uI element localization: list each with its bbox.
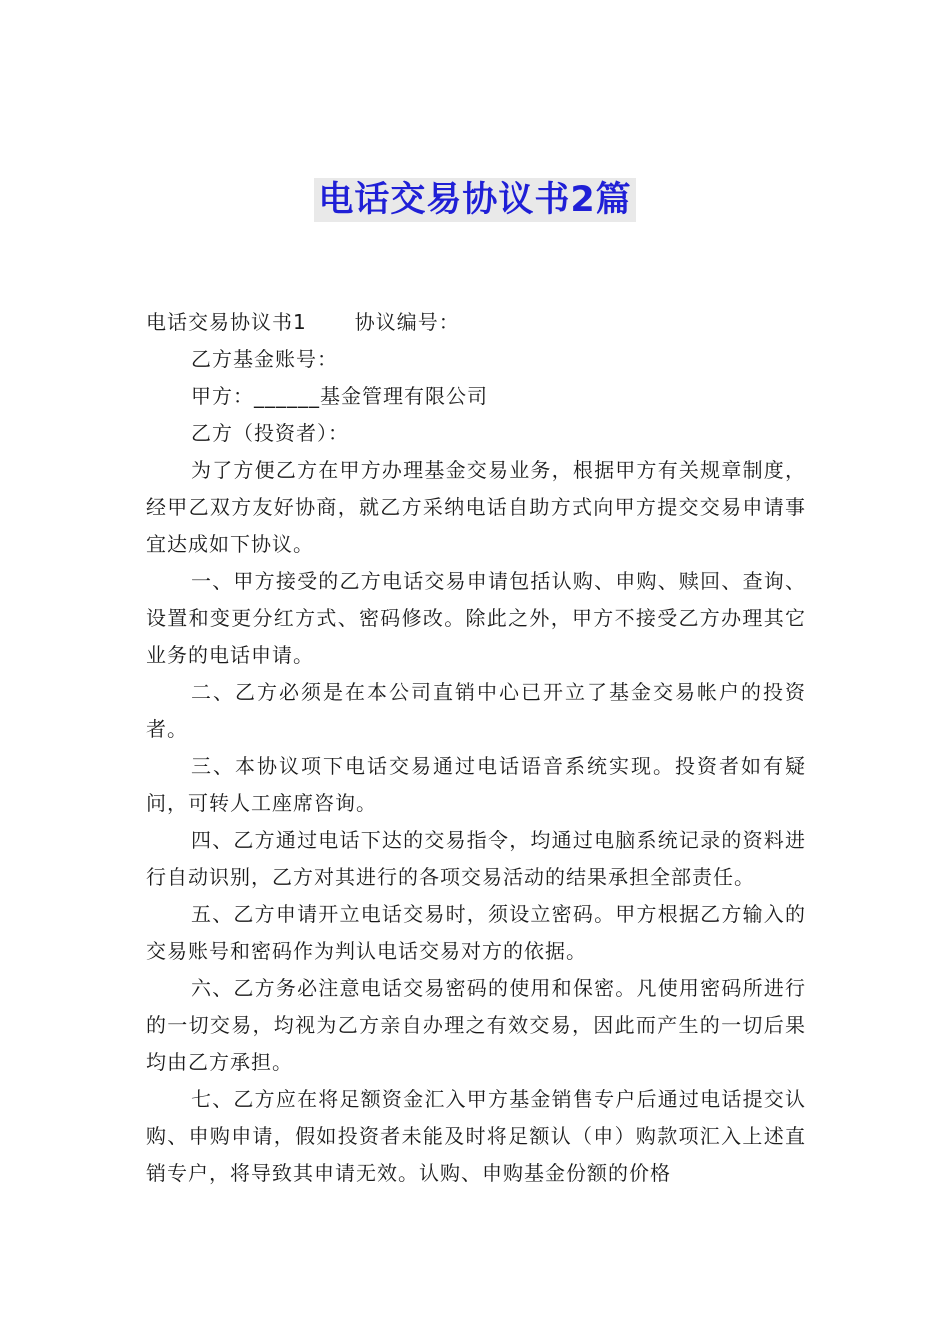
party-a-field: [146, 378, 806, 415]
paragraph-clause-5: 五、乙方申请开立电话交易时，须设立密码。甲方根据乙方输入的交易账号和密码作为判认电话交易对方的依据。: [146, 902, 806, 963]
paragraph-clause-2: 二、乙方必须是在本公司直销中心已开立了基金交易帐户的投资者。: [146, 680, 806, 741]
account-label: 乙方基金账号：: [191, 347, 338, 371]
agreement-no-label: 协议编号：: [354, 310, 460, 334]
party-a-prefix: 甲方：: [191, 384, 254, 408]
account-field: [146, 341, 806, 378]
paragraph-clause-1: 一、甲方接受的乙方电话交易申请包括认购、申购、赎回、查询、设置和变更分红方式、密码修改。除此之外，甲方不接受乙方办理其它业务的电话申请。: [146, 569, 806, 667]
title-container: [0, 178, 950, 222]
doc-name: 电话交易协议书1: [146, 310, 307, 334]
header-line: [146, 304, 806, 341]
party-b-label: 乙方（投资者）：: [191, 421, 349, 445]
paragraph-clause-6: 六、乙方务必注意电话交易密码的使用和保密。凡使用密码所进行的一切交易，均视为乙方亲自办理之有效交易，因此而产生的一切后果均由乙方承担。: [146, 976, 806, 1074]
paragraph-clause-3: 三、本协议项下电话交易通过电话语音系统实现。投资者如有疑问，可转人工座席咨询。: [146, 754, 806, 815]
party-b-field: [146, 415, 806, 452]
party-a-blank: ______: [254, 384, 320, 408]
party-a-suffix: 基金管理有限公司: [320, 384, 488, 408]
paragraph-clause-7: 七、乙方应在将足额资金汇入甲方基金销售专户后通过电话提交认购、申购申请，假如投资者未能及时将足额认（申）购款项汇入上述直销专户，将导致其申请无效。认购、申购基金份额的价格: [146, 1087, 806, 1185]
paragraph-clause-4: 四、乙方通过电话下达的交易指令，均通过电脑系统记录的资料进行自动识别，乙方对其进行的各项交易活动的结果承担全部责任。: [146, 828, 806, 889]
document-title: 电话交易协议书2篇: [314, 178, 635, 222]
paragraph-preamble: 为了方便乙方在甲方办理基金交易业务，根据甲方有关规章制度，经甲乙双方友好协商，就乙方采纳电话自助方式向甲方提交交易申请事宜达成如下协议。: [146, 458, 806, 556]
document-body: [146, 304, 806, 1192]
